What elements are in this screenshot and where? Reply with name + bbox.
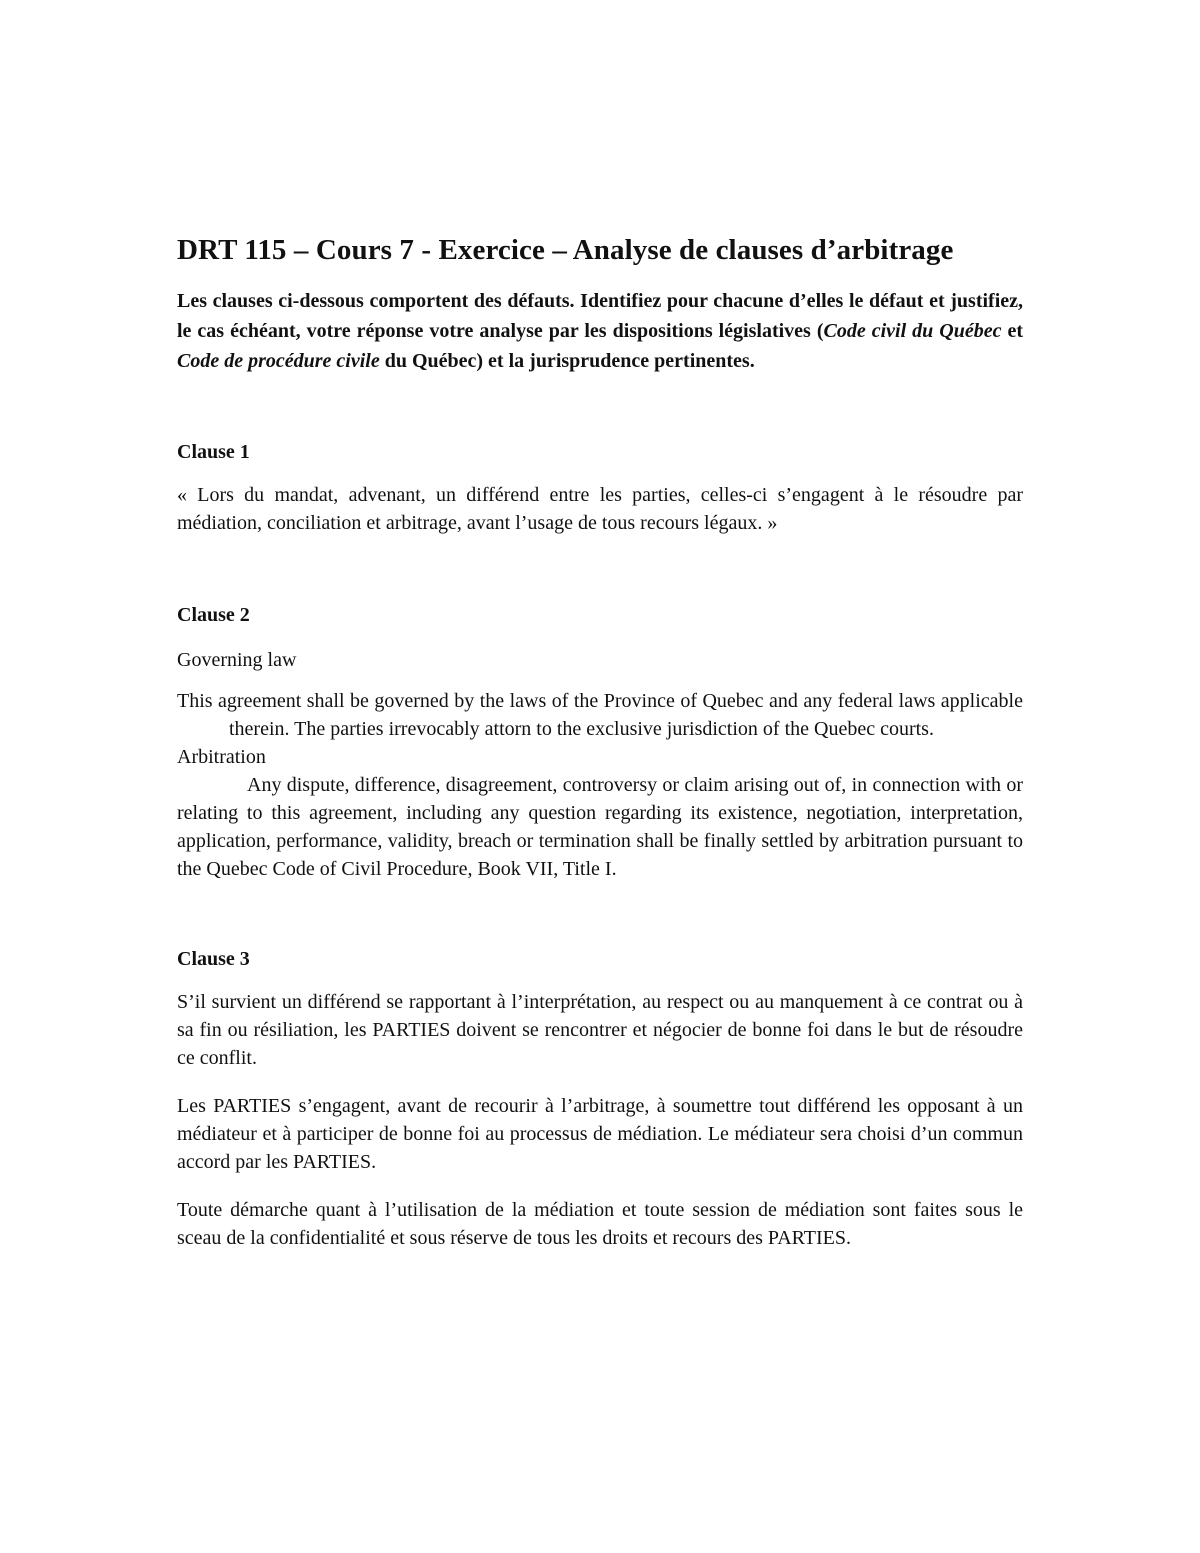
document-content [177, 228, 1023, 1252]
clause-1-heading: Clause 1 [177, 441, 250, 463]
clause-1-text: « Lors du mandat, advenant, un différend entre les parties, celles-ci s’engagent à le résoudre par médiation, conciliation et arbitrage, avant l’usage de tous recours légaux. » [177, 484, 1023, 534]
governing-law-text: This agreement shall be governed by the laws of the Province of Quebec and any federal laws applicable therein. The parties irrevocably attorn to the exclusive jurisdiction of the Quebec courts. [177, 690, 1023, 740]
clause-2-heading: Clause 2 [177, 604, 250, 626]
clause-3-paragraph: S’il survient un différend se rapportant à l’interprétation, au respect ou au manquement à ce contrat ou à sa fin ou résiliation, les PARTIES doivent se rencontrer et négocier de bonne foi dans le but de résoudre ce conflit. [177, 991, 1023, 1069]
clause-3-paragraph: Les PARTIES s’engagent, avant de recourir à l’arbitrage, à soumettre tout différend les opposant à un médiateur et à participer de bonne foi au processus de médiation. Le médiateur sera choisi d’un commun accord par les PARTIES. [177, 1095, 1023, 1173]
document-title: DRT 115 – Cours 7 - Exercice – Analyse de clauses d’arbitrage [177, 234, 954, 266]
governing-law-heading: Governing law [177, 649, 297, 671]
code-civil-reference: Code civil du Québec [823, 320, 1002, 342]
instructions-part-2: et [1001, 320, 1024, 342]
clause-3-heading: Clause 3 [177, 948, 250, 970]
arbitration-text: Any dispute, difference, disagreement, controversy or claim arising out of, in connection with or relating to this agreement, including any question regarding its existence, negotiation, interpretation, application, performance, validity, breach or termination shall be finally settled by arbitration pursuant to the Quebec Code of Civil Procedure, Book VII, Title I. [177, 774, 1023, 880]
exercise-instructions [177, 286, 1023, 376]
clause-3-paragraph: Toute démarche quant à l’utilisation de la médiation et toute session de médiation sont faites sous le sceau de la confidentialité et sous réserve de tous les droits et recours des PARTIES. [177, 1199, 1023, 1249]
instructions-part-3: du Québec) et la jurisprudence pertinentes. [379, 350, 755, 372]
code-procedure-reference: Code de procédure civile [177, 350, 380, 372]
instructions-part-1: Les clauses ci-dessous comportent des défauts. Identifiez pour chacune d’elles le défaut et justifiez, le cas échéant, votre réponse votre analyse par les dispositions législatives ( [177, 290, 1023, 342]
arbitration-heading: Arbitration [177, 746, 266, 768]
